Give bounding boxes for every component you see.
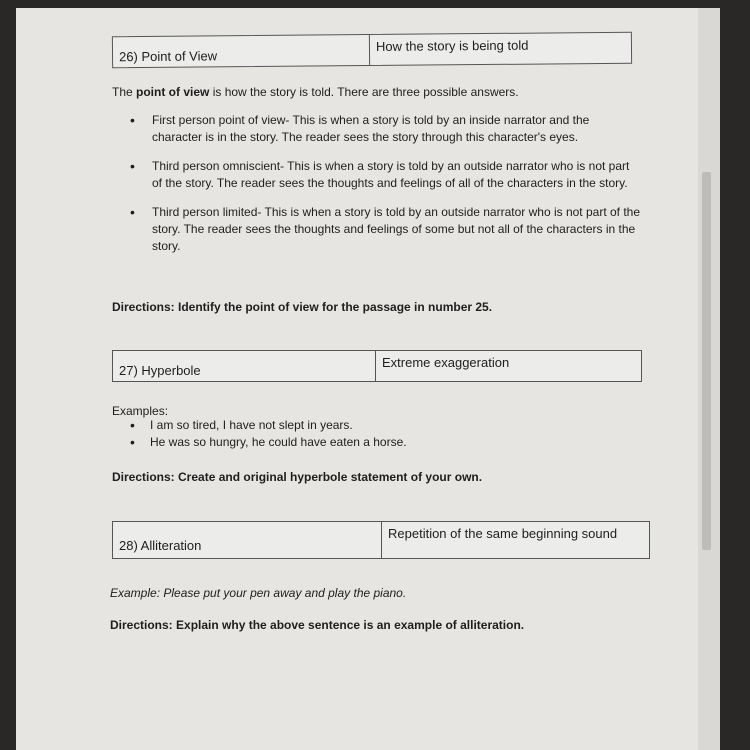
term-table-alliteration <box>112 521 650 559</box>
term-definition: Extreme exaggeration <box>382 355 510 370</box>
term-name: 28) Alliteration <box>113 522 382 558</box>
alliteration-directions: Directions: Explain why the above sentence is an example of alliteration. <box>110 618 525 632</box>
hyperbole-directions: Directions: Create and original hyperbole statement of your own. <box>112 470 483 484</box>
term-table-point-of-view <box>112 32 632 69</box>
pov-directions: Directions: Identify the point of view for the passage in number 25. <box>112 300 493 314</box>
pov-intro <box>112 84 672 101</box>
list-item: • Third person omniscient- This is when a story is told by an outside narrator who is not part of the story. The reader sees the thoughts and feelings of all of the characters in the story. <box>112 158 640 192</box>
hyperbole-examples <box>112 417 612 451</box>
intro-text-end: is how the story is told. There are three possible answers. <box>209 85 519 99</box>
intro-bold: point of view <box>136 85 210 99</box>
list-item: • First person point of view- This is when a story is told by an inside narrator and the character is in the story. The reader sees the story through this character's eyes. <box>112 112 640 146</box>
term-name: 26) Point of View <box>113 35 370 67</box>
scrollbar-thumb[interactable] <box>702 172 711 550</box>
term-definition: Repetition of the same beginning sound <box>388 526 618 541</box>
examples-label: Examples: <box>112 404 169 418</box>
pov-bullet-list <box>112 112 640 267</box>
list-item: • Third person limited- This is when a story is told by an outside narrator who is not part of the story. The reader sees the thoughts and feelings of some but not all of the characters in the story. <box>112 204 640 255</box>
term-name: 27) Hyperbole <box>113 351 376 381</box>
list-item: • He was so hungry, he could have eaten a horse. <box>112 434 612 451</box>
intro-text: The <box>112 85 137 99</box>
term-definition: How the story is being told <box>375 37 529 54</box>
list-item: • I am so tired, I have not slept in years. <box>112 417 612 434</box>
term-table-hyperbole <box>112 350 642 382</box>
alliteration-example: Example: Please put your pen away and play the piano. <box>110 586 407 600</box>
